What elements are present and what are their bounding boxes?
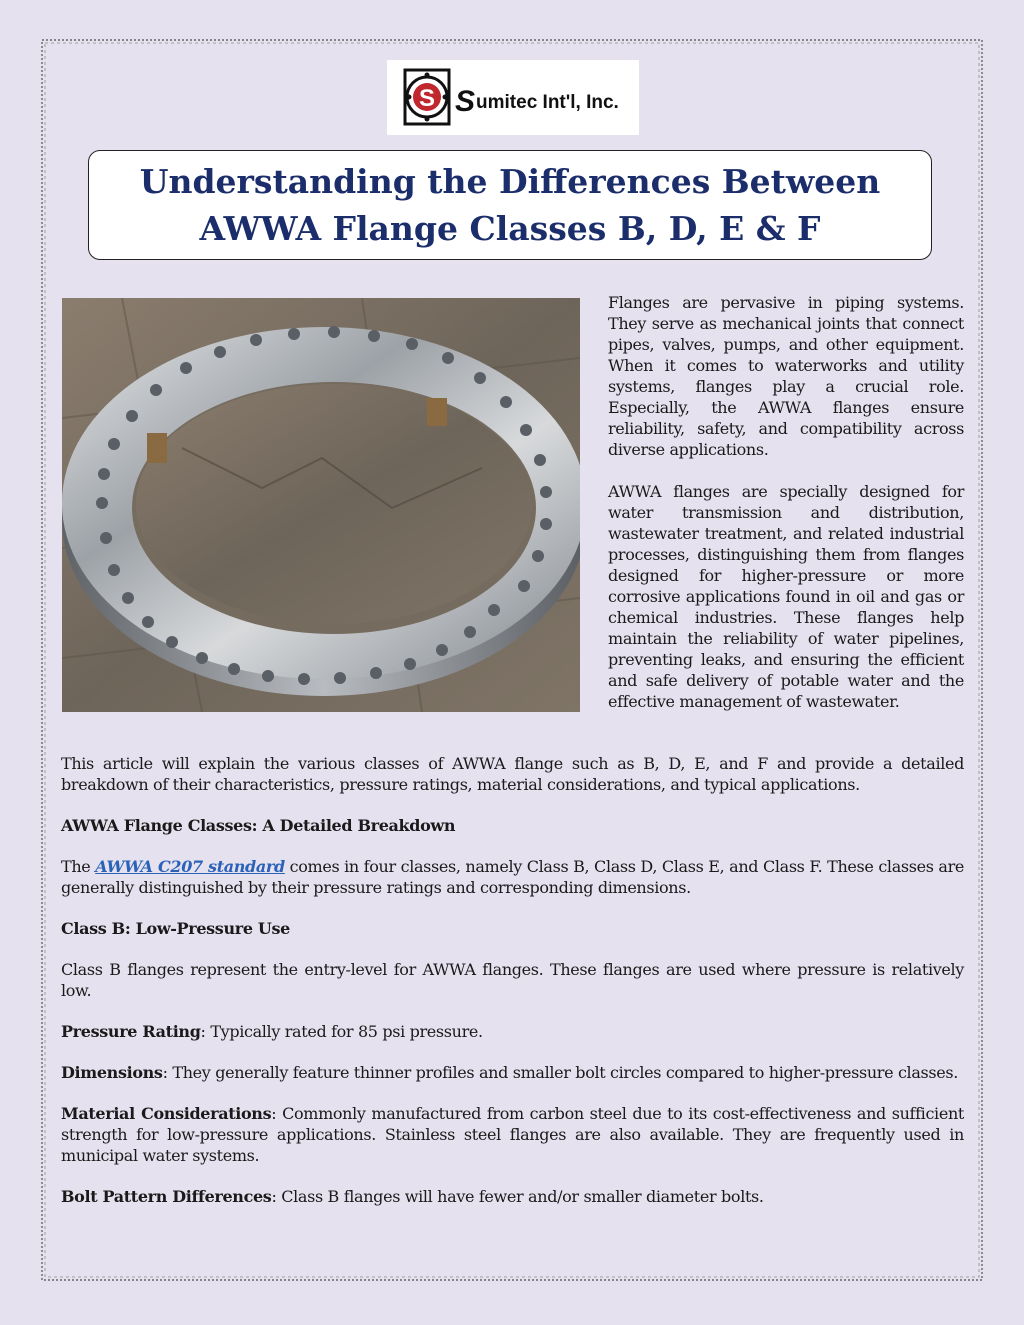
bolt-pattern-paragraph: Bolt Pattern Differences: Class B flanges will have fewer and/or smaller diameter bolts.	[61, 1187, 764, 1206]
intro-paragraph-1: Flanges are pervasive in piping systems. They serve as mechanical joints that connect pipes, valves, pumps, and other equipment. When it comes to waterworks and utility systems, flanges play a crucial role. Especially, the AWWA flanges ensure reliability, safety, and compatibility across diverse applications.	[608, 293, 964, 459]
standard-paragraph: The AWWA C207 standard comes in four classes, namely Class B, Class D, Class E, and Class F. These classes are generally distinguished by their pressure ratings and corresponding dimensions.	[61, 857, 964, 897]
title-line-2: AWWA Flange Classes B, D, E & F	[199, 209, 821, 248]
material-paragraph: Material Considerations: Commonly manufactured from carbon steel due to its cost-effectiveness and sufficient strength for low-pressure applications. Stainless steel flanges are also available. They are frequently used in municipal water systems.	[61, 1104, 964, 1165]
svg-text:S: S	[418, 85, 436, 112]
company-logo	[387, 60, 639, 135]
logo-mark-icon	[401, 66, 453, 128]
overview-paragraph: This article will explain the various classes of AWWA flange such as B, D, E, and F and provide a detailed breakdown of their characteristics, pressure ratings, material considerations, and typical applications.	[61, 754, 964, 794]
bolt-pattern-label: Bolt Pattern Differences	[61, 1187, 272, 1206]
pressure-rating-paragraph: Pressure Rating: Typically rated for 85 psi pressure.	[61, 1022, 483, 1041]
title-banner	[88, 150, 932, 260]
material-label: Material Considerations	[61, 1104, 272, 1123]
title-line-1: Understanding the Differences Between	[139, 162, 881, 201]
classes-heading: AWWA Flange Classes: A Detailed Breakdown	[61, 816, 456, 835]
article-body	[61, 753, 964, 1227]
dimensions-paragraph: Dimensions: They generally feature thinner profiles and smaller bolt circles compared to higher-pressure classes.	[61, 1063, 958, 1082]
pressure-rating-label: Pressure Rating	[61, 1022, 201, 1041]
intro-paragraph-2: AWWA flanges are specially designed for water transmission and distribution, wastewater treatment, and related industrial processes, distinguishing them from flanges designed for higher-pressure or more corrosive applications found in oil and gas or chemical industries. These flanges help maintain the reliability of water pipelines, preventing leaks, and ensuring the efficient and safe delivery of potable water and the effective management of wastewater.	[608, 482, 964, 711]
page-title	[130, 158, 890, 252]
flange-photo	[62, 298, 580, 712]
intro-column	[608, 292, 964, 733]
logo-company-name: Sumitec Int'l, Inc.	[455, 85, 619, 118]
class-b-heading: Class B: Low-Pressure Use	[61, 919, 290, 938]
awwa-c207-link[interactable]: AWWA C207 standard	[95, 857, 285, 876]
class-b-paragraph: Class B flanges represent the entry-level for AWWA flanges. These flanges are used where pressure is relatively low.	[61, 960, 964, 1000]
dimensions-label: Dimensions	[61, 1063, 163, 1082]
